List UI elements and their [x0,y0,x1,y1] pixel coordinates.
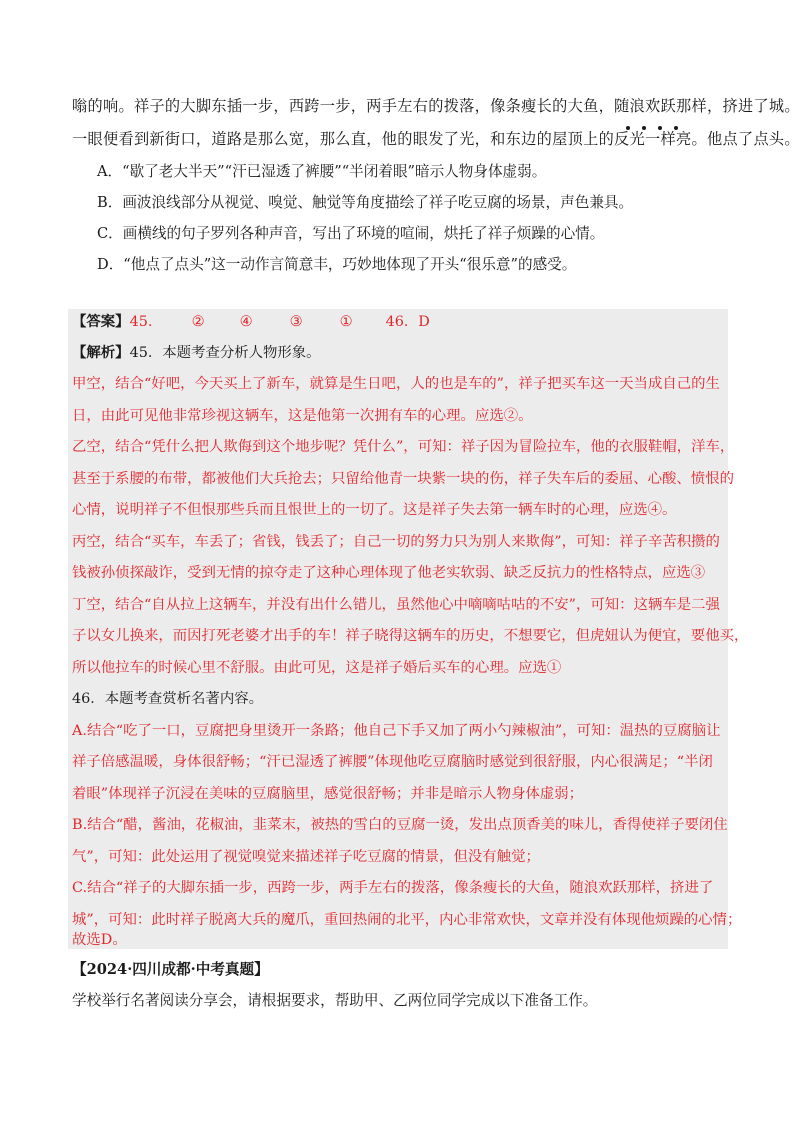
next-question-intro: 学校举行名著阅读分享会，请根据要求，帮助甲、乙两位同学完成以下准备工作。 [72,992,598,1009]
emphasis-dots [624,126,704,134]
analysis-line: 丁空，结合“自从拉上这辆车，并没有出什么错儿，虽然他心中嘀嘀咕咕的不安”，可知：这辆车是二强 [72,597,720,613]
analysis-line: 乙空，结合“凭什么把人欺侮到这个地步呢？凭什么”，可知：祥子因为冒险拉车，他的衣服鞋帽，洋车， [72,439,735,455]
q46-line: B.结合“醋，酱油，花椒油，韭菜末，被热的雪白的豆腐一烫，发出点顶香美的味儿，香得使祥子要闭住 [72,817,728,833]
q46-intro: 46．本题考查赏析名著内容。 [72,691,263,707]
q46-line: C.结合“祥子的大脚东插一步，西跨一步，两手左右的拨落，像条瘦长的大鱼，随浪欢跃那样，挤进了 [72,880,714,896]
answer-item-1: ② [191,314,205,330]
analysis-intro-line [72,343,732,363]
answer-line [72,312,732,332]
passage-line-2: 一眼便看到新街口，道路是那么宽，那么直，他的眼发了光，和东边的屋顶上的反光一样亮。他点了点头。 [72,130,800,148]
option-b: B．画波浪线部分从视觉、嗅觉、触觉等角度描绘了祥子吃豆腐的场景，声色兼具。 [97,194,634,211]
option-c: C．画横线的句子罗列各种声音，写出了环境的喧闹，烘托了祥子烦躁的心情。 [97,225,605,242]
option-d: D．“他点了点头”这一动作言简意丰，巧妙地体现了开头“很乐意”的感受。 [97,256,577,273]
answer-q45: 45. [129,314,153,330]
passage-line-1: 嗡的响。祥子的大脚东插一步，西跨一步，两手左右的拨落，像条瘦长的大鱼，随浪欢跃那样，挤进了城。 [72,97,800,115]
q46-line: 故选D。 [72,932,127,948]
analysis-line: 日，由此可见他非常珍视这辆车，这是他第一次拥有车的心理。应选②。 [72,408,533,424]
analysis-line: 子以女儿换来，而因打死老婆才出手的车！祥子晓得这辆车的历史，不想要它，但虎妞认为便宜，要他买， [72,628,749,644]
answer-item-2: ④ [239,314,253,330]
q46-line: 祥子倍感温暖，身体很舒畅；“汗已湿透了裤腰”体现他吃豆腐脑时感觉到很舒服，内心很满足；“半闭 [72,754,713,770]
analysis-line: 心情，说明祥子不但恨那些兵而且恨世上的一切了。这是祥子失去第一辆车时的心理，应选④。 [72,502,677,518]
next-question-tag: 【2024·四川成都·中考真题】 [72,961,269,978]
analysis-tag: 【解析】 [72,344,130,361]
option-a: A．“歇了老大半天”“汗已湿透了裤腰”“半闭着眼”暗示人物身体虚弱。 [97,163,547,180]
analysis-line: 钱被孙侦探敲诈，受到无情的掠夺走了这种心理体现了他老实软弱、缺乏反抗力的性格特点，应选③ [72,565,706,581]
q46-line: 着眼”体现祥子沉浸在美味的豆腐脑里，感觉很舒畅；并非是暗示人物身体虚弱； [72,786,584,802]
answer-item-3: ③ [289,314,303,330]
analysis-line: 丙空，结合“买车，车丢了；省钱，钱丢了；自己一切的努力只为别人来欺侮”，可知：祥子辛苦积攒的 [72,534,720,550]
answer-tag: 【答案】 [72,313,130,330]
q46-line: 城”，可知：此时祥子脱离大兵的魔爪，重回热闹的北平，内心非常欢快，文章并没有体现他烦躁的心情； [72,912,742,928]
q46-line: 气”，可知：此处运用了视觉嗅觉来描述祥子吃豆腐的情景，但没有触觉； [72,849,540,865]
answer-q46: 46．D [385,314,430,330]
analysis-line: 甚至于系腰的布带，都被他们大兵抢去；只留给他青一块紫一块的伤，祥子失车后的委屈、心酸、愤恨的 [72,471,734,487]
analysis-intro: 45．本题考查分析人物形象。 [129,345,321,361]
answer-item-4: ① [339,314,353,330]
analysis-line: 甲空，结合“好吧，今天买上了新车，就算是生日吧，人的也是车的”，祥子把买车这一天当成自己的生 [72,376,720,392]
q46-line: A.结合“吃了一口，豆腐把身里烫开一条路；他自己下手又加了两小勺辣椒油”，可知：温热的豆腐脑让 [72,723,721,739]
analysis-line: 所以他拉车的时候心里不舒服。由此可见，这是祥子婚后买车的心理。应选① [72,660,562,676]
